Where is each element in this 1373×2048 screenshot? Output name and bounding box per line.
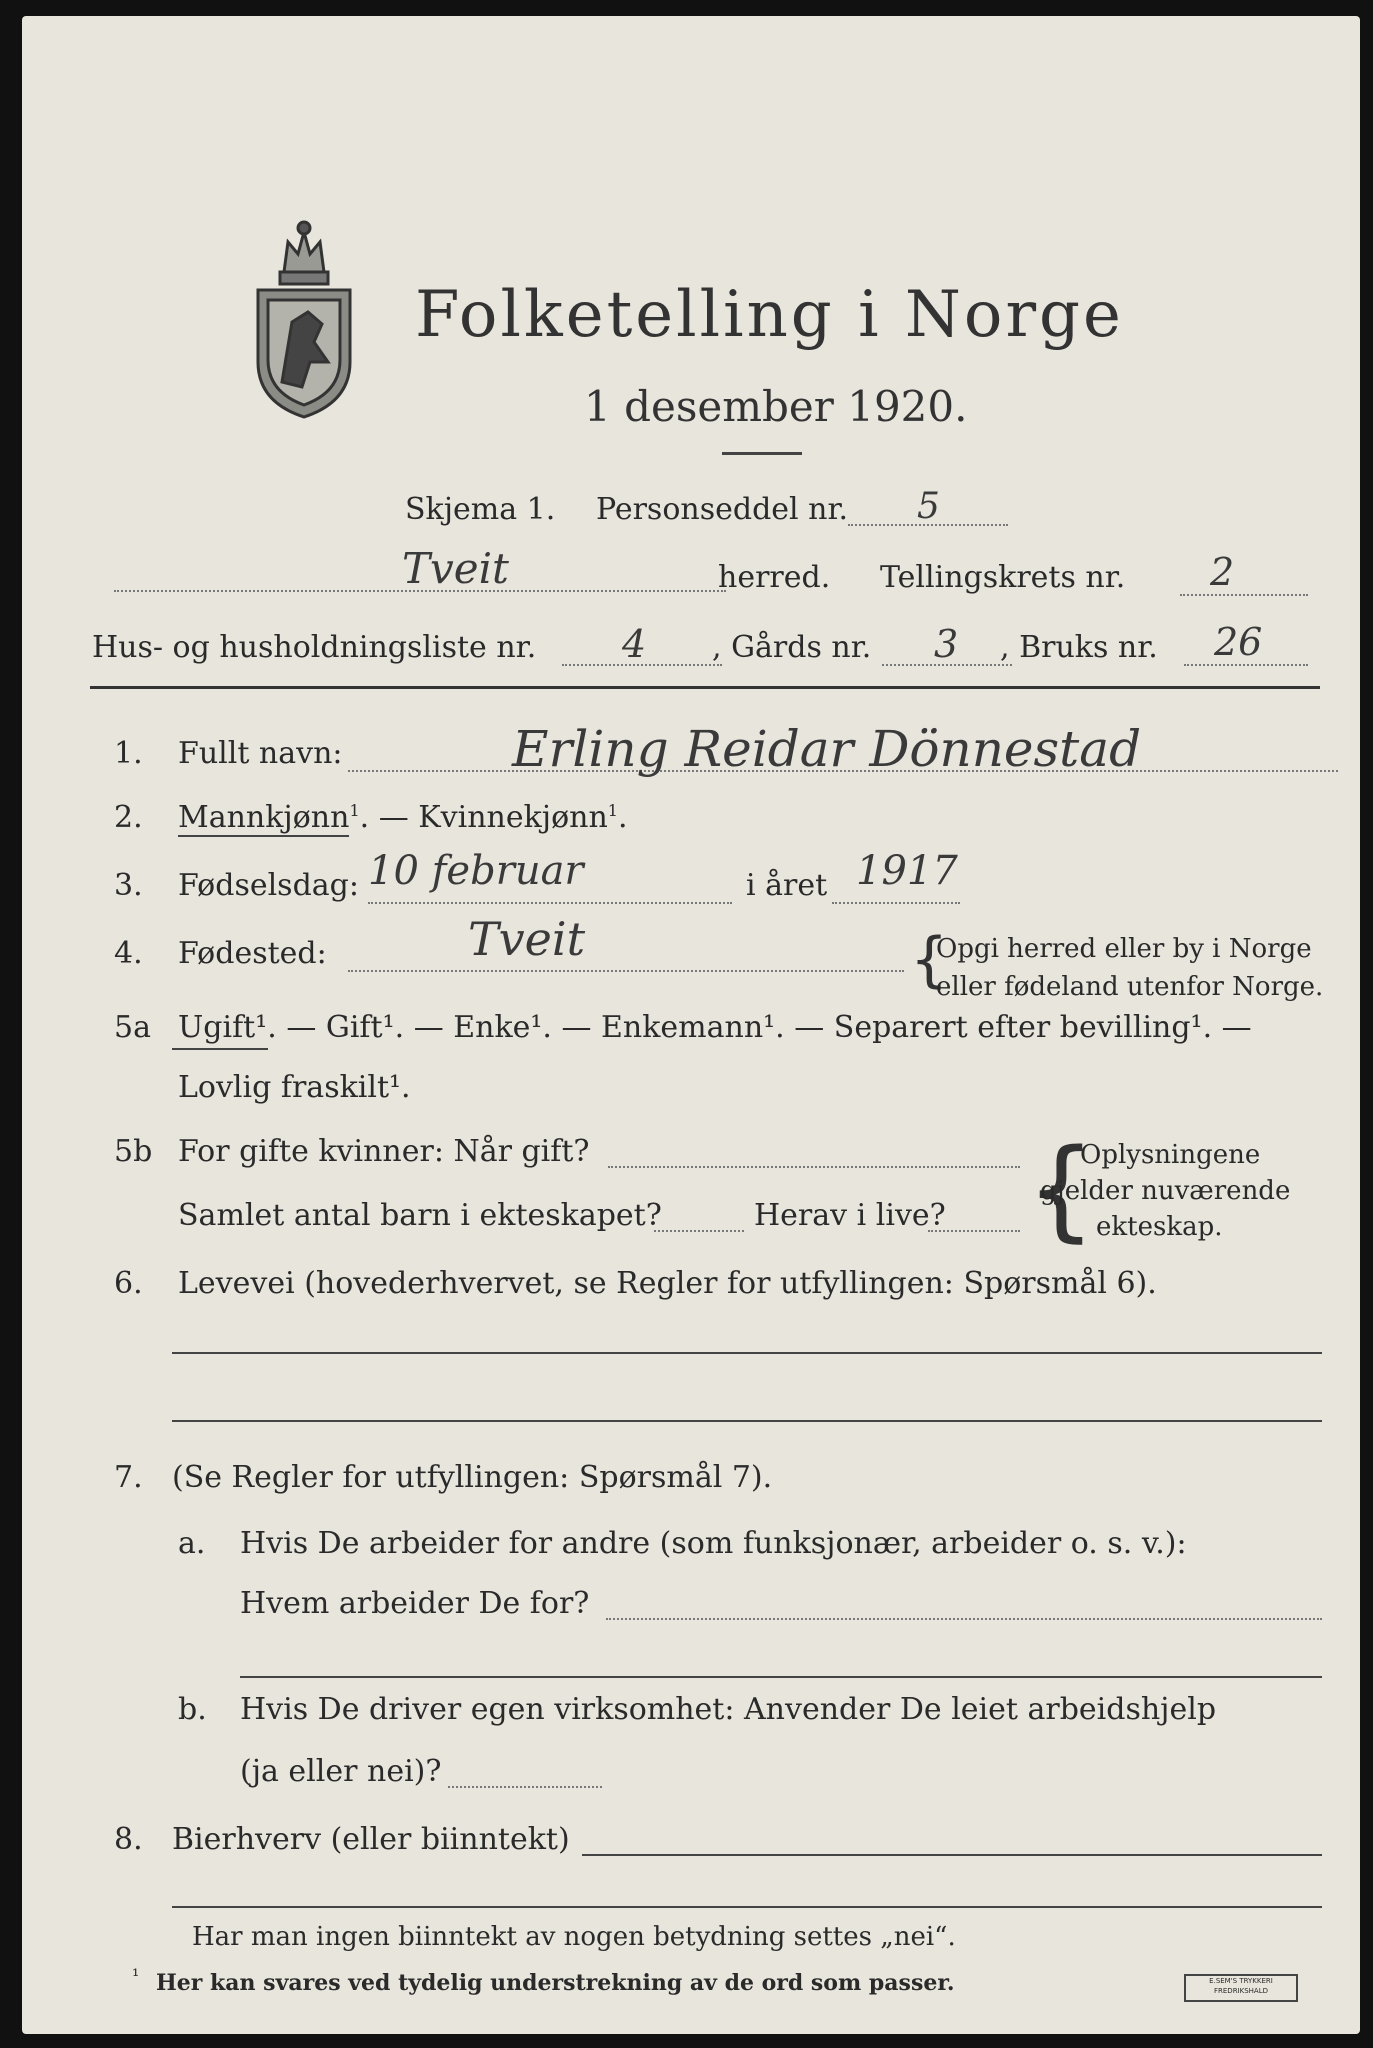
schema-label: Skjema 1. bbox=[405, 492, 556, 527]
q5a-options-cont: Lovlig fraskilt¹. bbox=[178, 1070, 411, 1105]
q4-field-line bbox=[348, 970, 904, 972]
q7b-line2: (ja eller nei)? bbox=[240, 1754, 442, 1789]
q7-number: 7. bbox=[114, 1460, 143, 1495]
header-rule bbox=[90, 686, 1320, 689]
q3-year-value: 1917 bbox=[856, 848, 958, 894]
printer-stamp-line1: E.SEM'S TRYKKERI bbox=[1209, 1977, 1273, 1985]
footnote-mark: ¹ bbox=[132, 1966, 140, 1987]
q1-label: Fullt navn: bbox=[178, 736, 343, 771]
herred-value: Tveit bbox=[402, 544, 509, 593]
printer-stamp-line2: FREDRIKSHALD bbox=[1213, 1987, 1268, 1995]
q2-options bbox=[178, 800, 628, 835]
title-divider bbox=[722, 452, 802, 455]
q6-label: Levevei (hovederhvervet, se Regler for utfyllingen: Spørsmål 6). bbox=[178, 1266, 1157, 1301]
q7a-field-line bbox=[606, 1618, 1322, 1620]
q4-value: Tveit bbox=[468, 912, 586, 966]
q5a-number: 5a bbox=[114, 1010, 151, 1045]
q8-number: 8. bbox=[114, 1822, 143, 1857]
q2-number: 2. bbox=[114, 800, 143, 835]
q1-number: 1. bbox=[114, 736, 143, 771]
q3-year-label: i året bbox=[746, 868, 828, 903]
q6-number: 6. bbox=[114, 1266, 143, 1301]
q6-answer-line-2 bbox=[172, 1420, 1322, 1422]
husliste-value: 4 bbox=[622, 622, 647, 666]
q7-label: (Se Regler for utfyllingen: Spørsmål 7). bbox=[172, 1460, 773, 1495]
tellingskrets-label: Tellingskrets nr. bbox=[880, 560, 1126, 595]
q7a-line2: Hvem arbeider De for? bbox=[240, 1586, 590, 1621]
q3-year-field-line bbox=[832, 902, 960, 904]
footnote-mark: 1 bbox=[349, 801, 360, 820]
personseddel-label: Personseddel nr. bbox=[596, 492, 849, 527]
q4-number: 4. bbox=[114, 936, 143, 971]
q4-label: Fødested: bbox=[178, 936, 327, 971]
q5b-alive-field-line bbox=[928, 1230, 1020, 1232]
q7b-number: b. bbox=[178, 1692, 207, 1727]
q5b-note-brace: { bbox=[1026, 1125, 1096, 1253]
q1-value: Erling Reidar Dönnestad bbox=[512, 720, 1142, 778]
gards-value: 3 bbox=[934, 622, 959, 666]
personseddel-value: 5 bbox=[917, 486, 940, 527]
printer-stamp bbox=[1184, 1974, 1298, 2002]
q5b-line2a: Samlet antal barn i ekteskapet? bbox=[178, 1198, 662, 1233]
tellingskrets-field-line bbox=[1180, 594, 1308, 596]
q8-note: Har man ingen biinntekt av nogen betydning settes „nei“. bbox=[192, 1922, 956, 1952]
husliste-label: Hus- og husholdningsliste nr. bbox=[92, 630, 537, 665]
census-form bbox=[22, 16, 1360, 2034]
herred-label: herred. bbox=[718, 560, 831, 595]
q3-date-field-line bbox=[368, 902, 732, 904]
tellingskrets-value: 2 bbox=[1210, 550, 1235, 594]
q5a-ugift-underline bbox=[172, 1048, 268, 1050]
q8-answer-line bbox=[172, 1906, 1322, 1908]
q7a-answer-line bbox=[240, 1676, 1322, 1678]
option-kvinnekjonn: Kvinnekjønn bbox=[418, 800, 608, 835]
q4-note-line2: eller fødeland utenfor Norge. bbox=[936, 972, 1324, 1002]
q3-label: Fødselsdag: bbox=[178, 868, 359, 903]
q5b-note-line2: gjelder nuværende bbox=[1040, 1176, 1291, 1206]
q5b-number: 5b bbox=[114, 1134, 153, 1169]
q4-note-brace: { bbox=[910, 925, 949, 995]
q3-number: 3. bbox=[114, 868, 143, 903]
bruks-value: 26 bbox=[1214, 620, 1263, 664]
q5b-line1: For gifte kvinner: Når gift? bbox=[178, 1134, 590, 1169]
q7b-field-line bbox=[448, 1786, 602, 1788]
q7b-line1: Hvis De driver egen virksomhet: Anvender De leiet arbeidshjelp bbox=[240, 1692, 1217, 1727]
q5b-children-field-line bbox=[654, 1230, 744, 1232]
footnote-text: Her kan svares ved tydelig understrekning av de ord som passer. bbox=[156, 1970, 955, 1996]
q8-label: Bierhverv (eller biinntekt) bbox=[172, 1822, 570, 1857]
q5a-options: Ugift¹. — Gift¹. — Enke¹. — Enkemann¹. — Separert efter bevilling¹. — bbox=[178, 1010, 1252, 1045]
footnote-mark: 1 bbox=[607, 801, 618, 820]
option-mannkjonn: Mannkjønn bbox=[178, 800, 350, 835]
q8-field-line bbox=[582, 1854, 1322, 1856]
census-date: 1 desember 1920. bbox=[584, 382, 968, 431]
form-title: Folketelling i Norge bbox=[415, 278, 1124, 352]
q5b-married-field-line bbox=[608, 1166, 1020, 1168]
q7a-number: a. bbox=[178, 1526, 206, 1561]
q7a-line1: Hvis De arbeider for andre (som funksjonær, arbeider o. s. v.): bbox=[240, 1526, 1187, 1561]
options-end: . bbox=[617, 800, 628, 835]
coat-of-arms-emblem bbox=[248, 212, 360, 422]
q6-answer-line-1 bbox=[172, 1352, 1322, 1354]
bruks-label: , Bruks nr. bbox=[1000, 630, 1158, 665]
q4-note-line1: Opgi herred eller by i Norge bbox=[936, 934, 1312, 964]
bruks-field-line bbox=[1184, 664, 1308, 666]
q3-date-value: 10 februar bbox=[368, 848, 584, 894]
q5b-note-line3: ekteskap. bbox=[1096, 1212, 1223, 1242]
gards-label: , Gårds nr. bbox=[712, 630, 872, 665]
options-separator: . — bbox=[359, 800, 419, 835]
q5b-note-line1: Oplysningene bbox=[1080, 1140, 1261, 1170]
q5b-line2b: Herav i live? bbox=[754, 1198, 946, 1233]
